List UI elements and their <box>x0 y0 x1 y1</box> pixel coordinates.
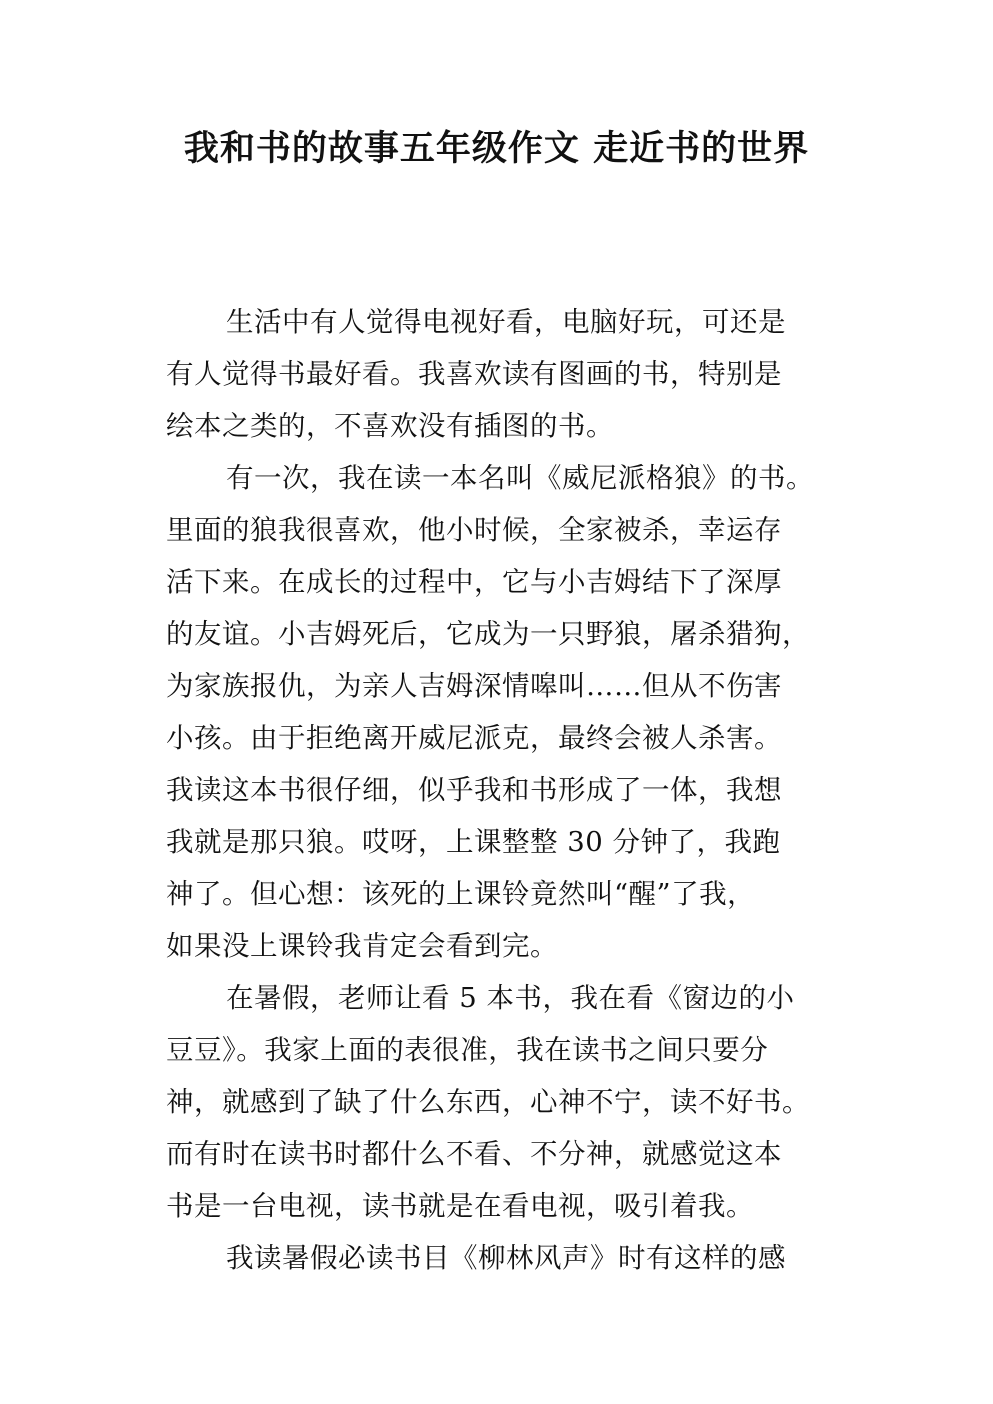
text-line: 书是一台电视，读书就是在看电视，吸引着我。 <box>166 1190 754 1222</box>
text-line: 有人觉得书最好看。我喜欢读有图画的书，特别是 <box>166 358 782 390</box>
text-line: 如果没上课铃我肯定会看到完。 <box>166 930 558 962</box>
text-line: 神了。但心想：该死的上课铃竟然叫“醒”了我， <box>166 878 756 910</box>
text-line: 有一次，我在读一本名叫《威尼派格狼》的书。 <box>226 462 814 494</box>
paragraph <box>166 452 846 972</box>
text-line: 的友谊。小吉姆死后，它成为一只野狼，屠杀猎狗， <box>166 618 810 650</box>
paragraph <box>166 972 846 1232</box>
text-line: 我读这本书很仔细，似乎我和书形成了一体，我想 <box>166 774 782 806</box>
text-line: 小孩。由于拒绝离开威尼派克，最终会被人杀害。 <box>166 722 782 754</box>
text-line: 豆豆》。我家上面的表很准，我在读书之间只要分 <box>166 1034 769 1066</box>
text-line: 我读暑假必读书目《柳林风声》时有这样的感 <box>226 1242 786 1274</box>
document-body <box>166 296 846 1284</box>
paragraph <box>166 1232 846 1284</box>
text-line: 活下来。在成长的过程中，它与小吉姆结下了深厚 <box>166 566 782 598</box>
text-line: 在暑假，老师让看 5 本书，我在看《窗边的小 <box>226 982 795 1014</box>
text-line: 生活中有人觉得电视好看，电脑好玩，可还是 <box>226 306 786 338</box>
text-line: 神，就感到了缺了什么东西，心神不宁，读不好书。 <box>166 1086 810 1118</box>
text-line: 绘本之类的，不喜欢没有插图的书。 <box>166 410 614 442</box>
text-line: 我就是那只狼。哎呀，上课整整 30 分钟了，我跑 <box>166 826 781 858</box>
text-line: 为家族报仇，为亲人吉姆深情嗥叫……但从不伤害 <box>166 670 782 702</box>
text-line: 里面的狼我很喜欢，他小时候，全家被杀，幸运存 <box>166 514 782 546</box>
paragraph <box>166 296 846 452</box>
document-title: 我和书的故事五年级作文 走近书的世界 <box>183 129 810 169</box>
text-line: 而有时在读书时都什么不看、不分神，就感觉这本 <box>166 1138 782 1170</box>
